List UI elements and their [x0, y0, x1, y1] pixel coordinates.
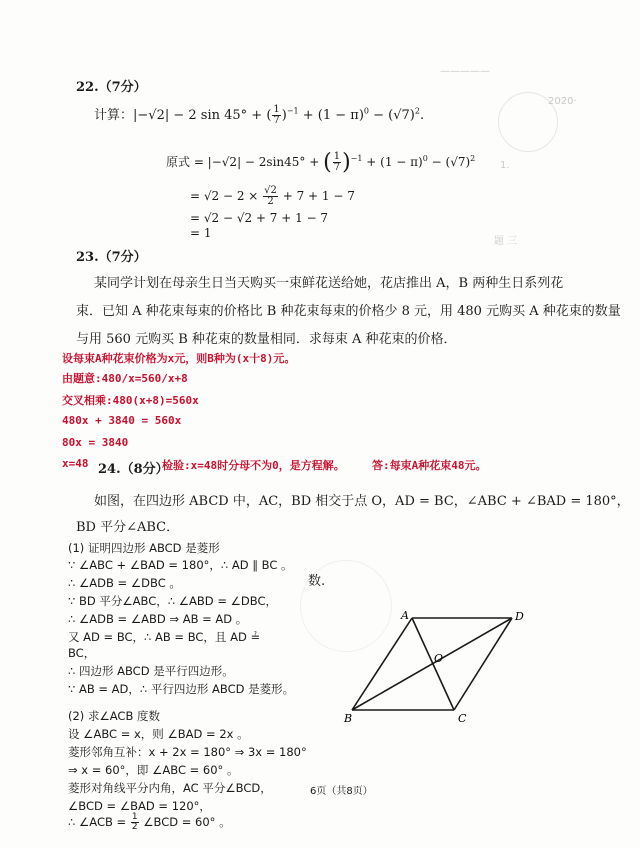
- vertex-label-B: B: [344, 712, 353, 725]
- q22-solution-line: = √2 − 2 × $\frac{√2}{2}$ + 7 + 1 − 7: [190, 185, 355, 207]
- handwritten-line: 交叉相乘:480(x+8)=560x: [62, 394, 199, 407]
- q24-paragraph-line: BD 平分∠ABC．: [76, 520, 180, 535]
- side-CD: [454, 618, 512, 710]
- solution-line: ∠BCD = ∠BAD = 120°，: [68, 799, 211, 813]
- proof-line: ∴ ∠ADB = ∠ABD ⇒ AB = AD 。: [68, 612, 248, 626]
- answer-note: 答:每束A种花束48元。: [372, 459, 487, 472]
- proof-line: ∵ BD 平分∠ABC，∴ ∠ABD = ∠DBC，: [68, 594, 277, 608]
- shu-char: 数.: [308, 574, 326, 589]
- solution-line: 菱形邻角互补：x + 2x = 180° ⇒ 3x = 180°: [68, 745, 307, 759]
- handwritten-line: x=48: [62, 457, 89, 470]
- solution-line: ⇒ x = 60°，即 ∠ABC = 60° 。: [68, 763, 239, 777]
- check-note: 检验:x=48时分母不为0，是方程解。: [162, 459, 345, 472]
- q23-paragraph-line: 束．已知 A 种花束每束的价格比 B 种花束每束的价格少 8 元，用 480 元购买 A 种花束的数量: [76, 304, 621, 319]
- q22-solution-line: = 1: [190, 226, 212, 240]
- proof-line: 又 AD = BC，∴ AB = BC，且 AD ≟: [68, 630, 261, 644]
- solution-line: (2) 求∠ACB 度数: [68, 709, 160, 723]
- rhombus-figure: [340, 606, 530, 730]
- q22-problem: 计算：|−√2| − 2 sin 45° + ( $\frac{1}{7}$ )$^{-1} + (1 - \pi)^0 - (√7)^2$.: [94, 104, 425, 126]
- diagonal-BD: [352, 618, 512, 710]
- q22-heading: 22.（7分）: [76, 80, 147, 95]
- proof-line: BC，: [68, 646, 96, 660]
- proof-line: ∵ AB = AD，∴ 平行四边形 ABCD 是菱形。: [68, 682, 295, 696]
- handwritten-line: 480x + 3840 = 560x: [62, 414, 182, 427]
- proof-line: ∴ ∠ADB = ∠DBC 。: [68, 576, 181, 590]
- solution-line: 设 ∠ABC = x，则 ∠BAD = 2x 。: [68, 727, 249, 741]
- handwritten-line: 设每束A种花束价格为x元，则B种为(x十8)元。: [62, 352, 296, 365]
- bleed-text: 题 三: [494, 236, 518, 247]
- q22-solution-line: = √2 − √2 + 7 + 1 − 7: [190, 211, 329, 225]
- q22-solution-line: 原式 = |−√2| − 2sin45° + ( $\frac{1}{7}$ )$^{-1} + (1 - \pi)^0 - (√7)^2$: [166, 150, 476, 175]
- vertex-label-O: O: [434, 652, 444, 665]
- q23-heading: 23.（7分）: [76, 250, 147, 265]
- q24-paragraph-line: 如图，在四边形 ABCD 中，AC，BD 相交于点 O，AD = BC，∠ABC + ∠BAD = 180°，: [94, 494, 630, 509]
- bleed-text: 2020·: [548, 96, 577, 107]
- q23-paragraph-line: 与用 560 元购买 B 种花束的数量相同．求每束 A 种花束的价格．: [76, 332, 457, 347]
- bleed-text: 1.: [500, 160, 510, 171]
- side-AB: [352, 618, 412, 710]
- vertex-label-D: D: [515, 610, 524, 623]
- bleed-text: —————: [440, 66, 490, 77]
- handwritten-line: 由题意:480/x=560/x+8: [62, 372, 188, 385]
- proof-line: ∴ 四边形 ABCD 是平行四边形。: [68, 664, 234, 678]
- q23-paragraph-line: 某同学计划在母亲生日当天购买一束鲜花送给她，花店推出 A，B 两种生日系列花: [94, 276, 564, 291]
- proof-line: (1) 证明四边形 ABCD 是菱形: [68, 541, 220, 555]
- page-footer: 6页（共8页）: [310, 786, 373, 797]
- proof-line: ∵ ∠ABC + ∠BAD = 180°，∴ AD ∥ BC 。: [68, 558, 293, 572]
- handwritten-line: 80x = 3840: [62, 436, 129, 449]
- vertex-label-A: A: [401, 609, 409, 622]
- solution-line: 菱形对角线平分内角，AC 平分∠BCD，: [68, 781, 272, 795]
- vertex-label-C: C: [458, 712, 467, 725]
- solution-line: ∴ ∠ACB = $\frac{1}{2}$ ∠BCD = 60° 。: [68, 812, 231, 832]
- q24-heading: 24.（8分）: [98, 462, 169, 477]
